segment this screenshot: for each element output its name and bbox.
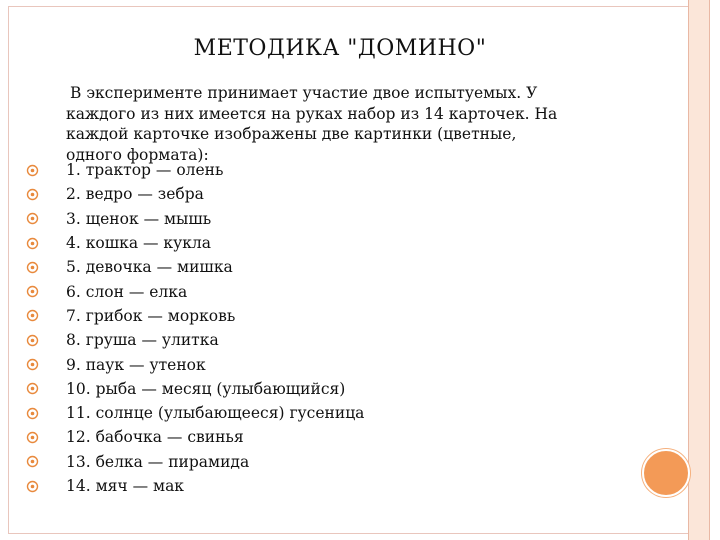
list-item-text: 8. груша — улитка: [66, 331, 219, 350]
list-item: [26, 182, 364, 206]
circle-dot-bullet-icon: [26, 188, 39, 201]
list-item-text: 12. бабочка — свинья: [66, 428, 244, 447]
circle-dot-bullet-icon: [26, 358, 39, 371]
list-item: [26, 352, 364, 376]
circle-dot-bullet-icon: [26, 285, 39, 298]
list-item-text: 1. трактор — олень: [66, 161, 224, 180]
circle-dot-bullet-icon: [26, 455, 39, 468]
list-item: [26, 158, 364, 182]
list-item-text: 5. девочка — мишка: [66, 258, 233, 277]
list-item-text: 9. паук — утенок: [66, 355, 206, 374]
intro-line: В эксперименте принимает участие двое испытуемых. У: [70, 84, 538, 102]
decorative-circle: [642, 449, 690, 497]
list-item-text: 13. белка — пирамида: [66, 452, 250, 471]
list-item: [26, 474, 364, 498]
list-item: [26, 450, 364, 474]
list-item-text: 7. грибок — морковь: [66, 306, 236, 325]
list-item-text: 6. слон — елка: [66, 282, 188, 301]
intro-text: [66, 83, 626, 165]
list-item: [26, 231, 364, 255]
circle-dot-bullet-icon: [26, 382, 39, 395]
list-item: [26, 207, 364, 231]
circle-dot-bullet-icon: [26, 334, 39, 347]
circle-dot-bullet-icon: [26, 309, 39, 322]
card-pairs-list: [26, 158, 364, 498]
list-item-text: 10. рыба — месяц (улыбающийся): [66, 379, 346, 398]
circle-dot-bullet-icon: [26, 431, 39, 444]
list-item: [26, 401, 364, 425]
list-item: [26, 377, 364, 401]
list-item-text: 11. солнце (улыбающееся) гусеница: [66, 404, 365, 423]
intro-line: одного формата):: [66, 145, 209, 164]
list-item-text: 4. кошка — кукла: [66, 234, 212, 253]
list-item-text: 14. мяч — мак: [66, 477, 184, 495]
intro-line: каждого из них имеется на руках набор из 14 карточек. На: [66, 104, 558, 123]
circle-dot-bullet-icon: [26, 212, 39, 225]
decorative-side-band: [688, 0, 710, 540]
list-item: [26, 255, 364, 279]
list-item: [26, 304, 364, 328]
list-item: [26, 328, 364, 352]
circle-dot-bullet-icon: [26, 480, 39, 493]
circle-dot-bullet-icon: [26, 164, 39, 177]
list-item: [26, 279, 364, 303]
circle-dot-bullet-icon: [26, 407, 39, 420]
circle-dot-bullet-icon: [26, 237, 39, 250]
list-item-text: 2. ведро — зебра: [66, 185, 204, 204]
list-item-text: 3. щенок — мышь: [66, 209, 212, 228]
slide-title: МЕТОДИКА "ДОМИНО": [193, 36, 487, 61]
intro-line: каждой карточке изображены две картинки (цветные,: [66, 125, 517, 143]
circle-dot-bullet-icon: [26, 261, 39, 274]
list-item: [26, 425, 364, 449]
